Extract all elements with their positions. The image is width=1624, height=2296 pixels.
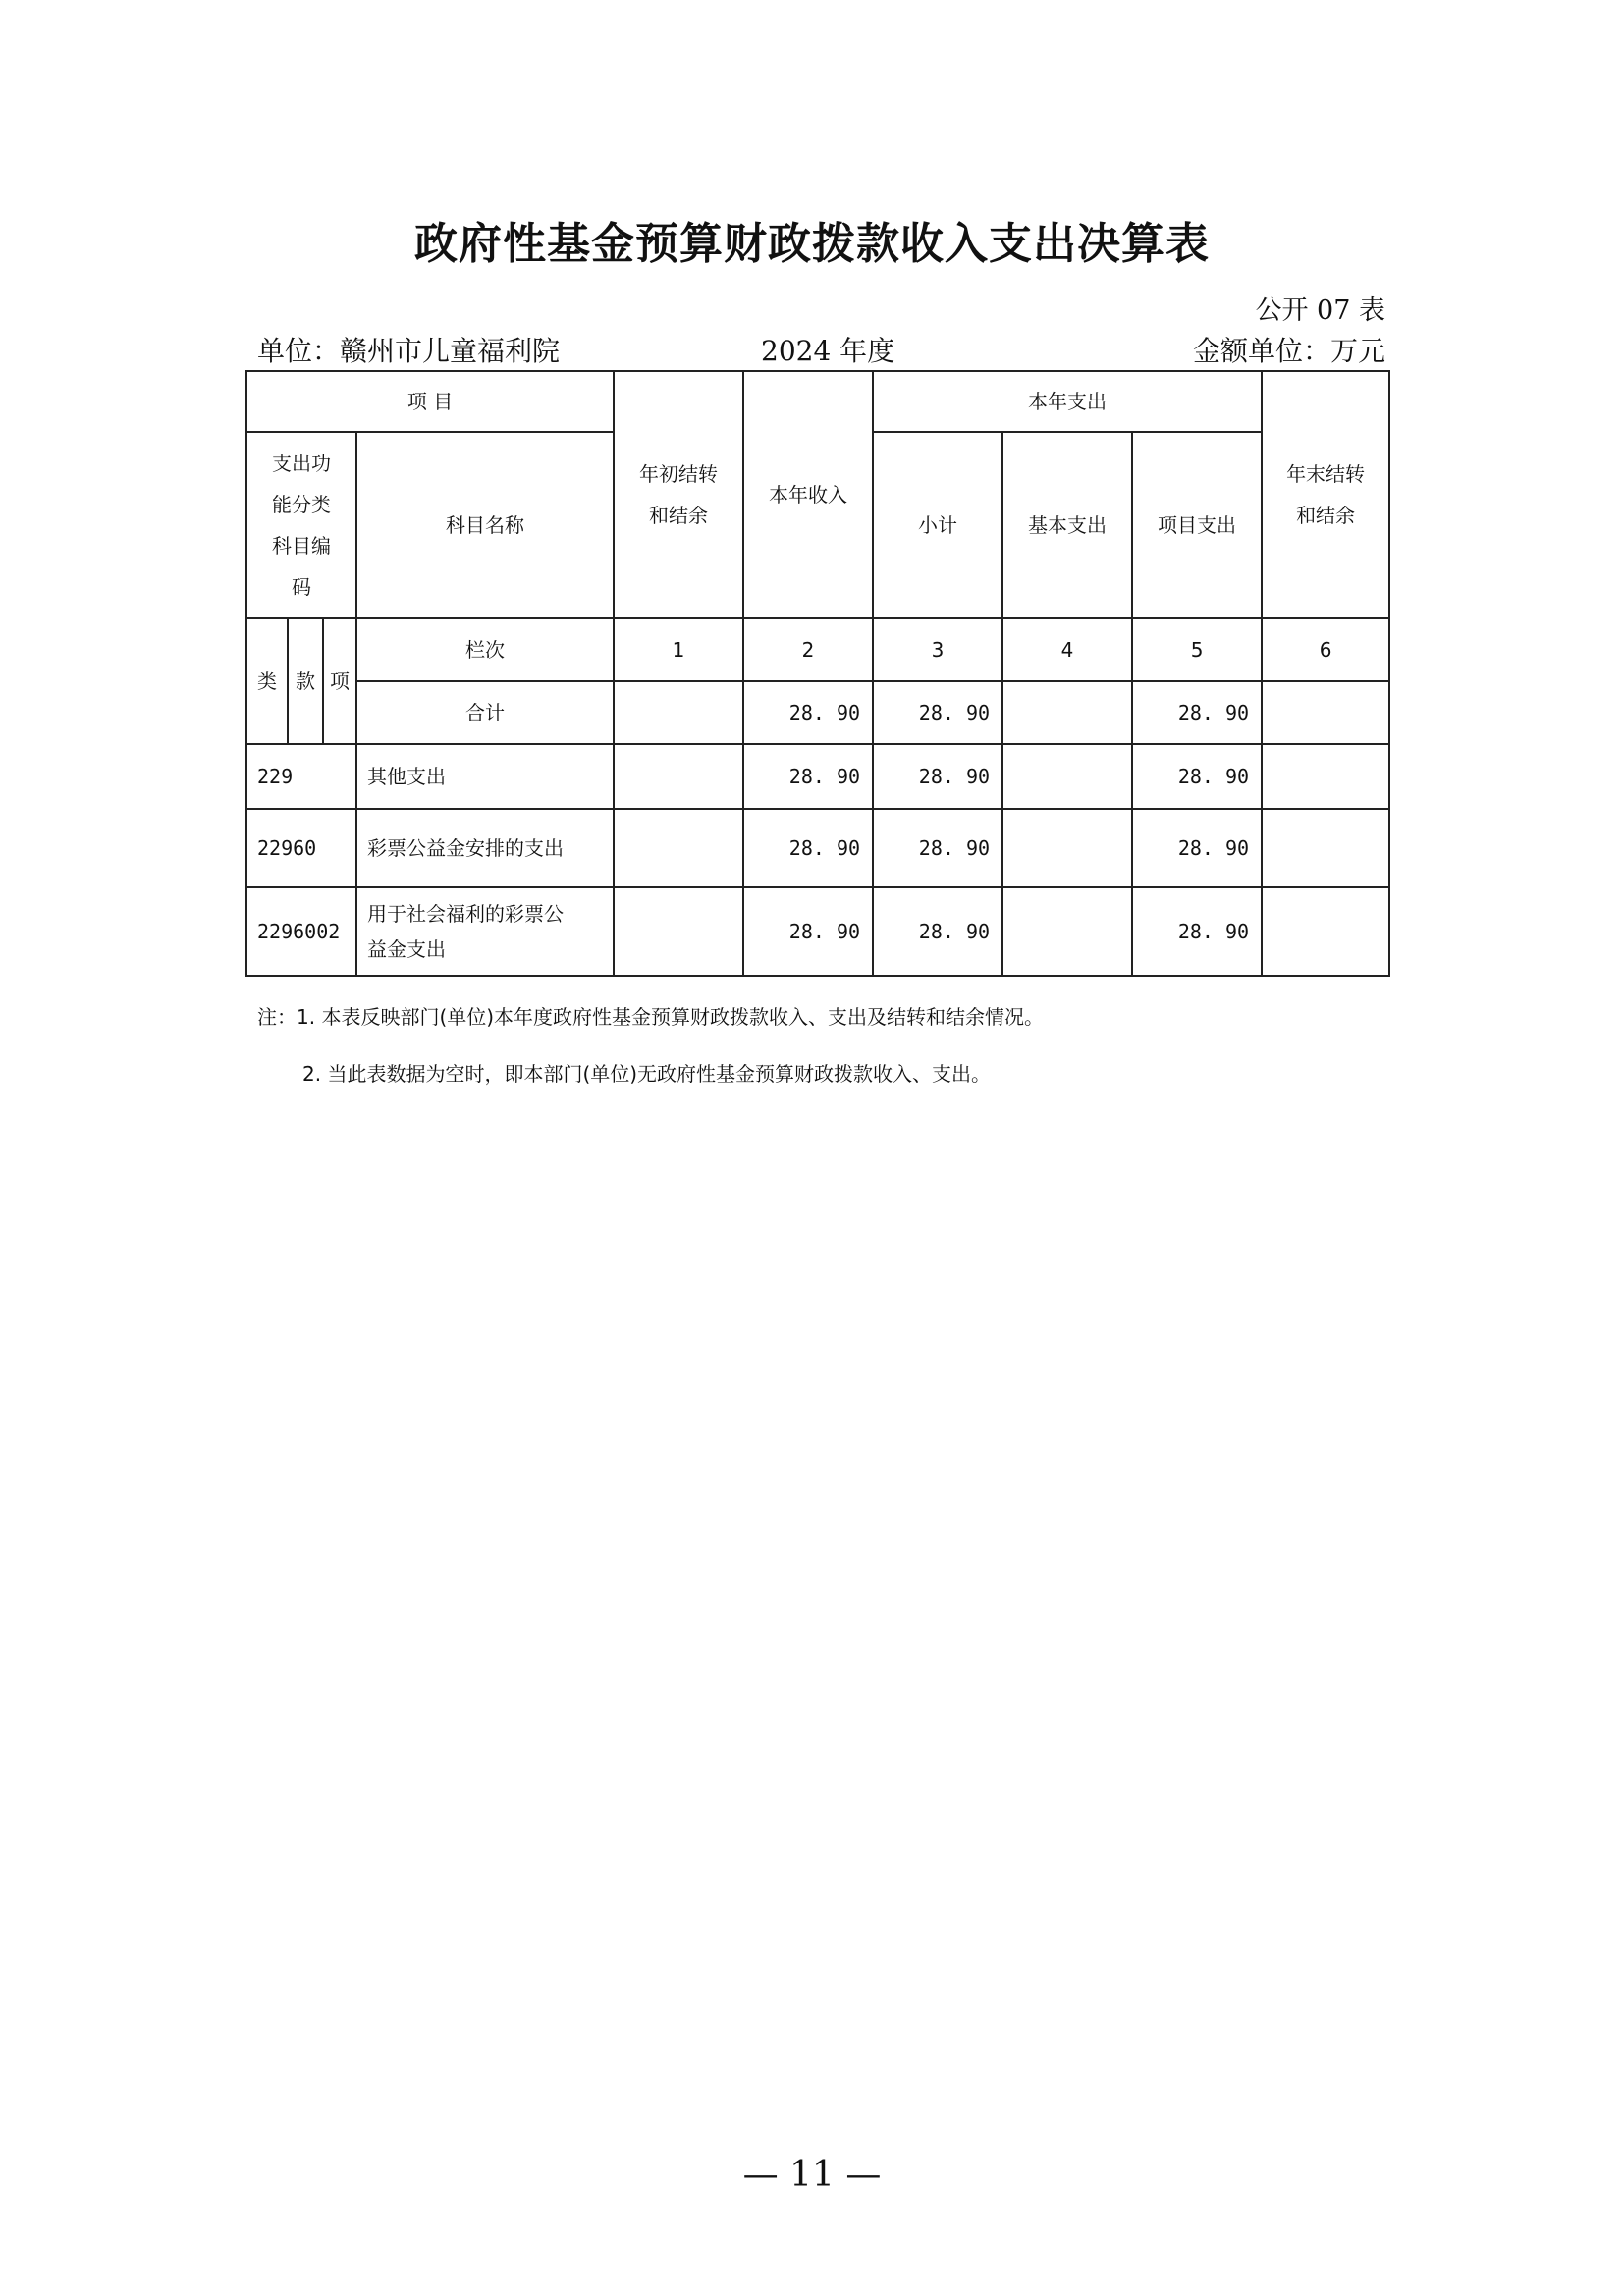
row-c3: 28. 90 [873,887,1002,976]
total-c1 [614,681,743,744]
header-begin-balance-line1: 年初结转 [639,462,719,486]
reporting-unit: 单位：赣州市儿童福利院 [257,335,561,367]
row-c6 [1262,744,1389,809]
row-code: 2296002 [246,887,356,976]
header-kuan: 款 [288,618,323,744]
header-subject-name: 科目名称 [356,432,614,618]
row-c5: 28. 90 [1132,887,1262,976]
total-row [246,681,1389,744]
total-c2: 28. 90 [743,681,873,744]
col-num-2: 2 [743,618,873,681]
col-num-3: 3 [873,618,1002,681]
header-end-balance-line2: 和结余 [1296,504,1356,527]
header-begin-balance [614,371,743,618]
row-c4 [1002,744,1132,809]
header-func-code [246,432,356,618]
table-row [246,744,1389,809]
form-number: 公开 07 表 [1255,295,1385,326]
col-num-5: 5 [1132,618,1262,681]
header-income: 本年收入 [743,371,873,618]
header-subtotal: 小计 [873,432,1002,618]
row-code: 229 [246,744,356,809]
row-name-line1: 用于社会福利的彩票公 [367,902,564,926]
row-c5: 28. 90 [1132,809,1262,887]
row-name [356,887,614,976]
fiscal-year: 2024 年度 [761,335,895,367]
row-c1 [614,887,743,976]
row-c6 [1262,809,1389,887]
row-c4 [1002,809,1132,887]
header-lanci: 栏次 [356,618,614,681]
row-c1 [614,744,743,809]
header-basic: 基本支出 [1002,432,1132,618]
table-row [246,809,1389,887]
header-func-code-line1: 支出功 [272,452,331,475]
header-func-code-line3: 科目编 [272,534,331,558]
col-num-1: 1 [614,618,743,681]
row-c1 [614,809,743,887]
row-c6 [1262,887,1389,976]
total-c6 [1262,681,1389,744]
header-expense: 本年支出 [873,371,1262,432]
note-2: 2. 当此表数据为空时，即本部门(单位)无政府性基金预算财政拨款收入、支出。 [302,1062,992,1086]
row-c2: 28. 90 [743,809,873,887]
row-c3: 28. 90 [873,744,1002,809]
budget-table [245,370,1390,977]
total-c3: 28. 90 [873,681,1002,744]
col-num-6: 6 [1262,618,1389,681]
row-c4 [1002,887,1132,976]
page-title: 政府性基金预算财政拨款收入支出决算表 [414,219,1210,269]
row-c2: 28. 90 [743,887,873,976]
header-end-balance [1262,371,1389,618]
row-c5: 28. 90 [1132,744,1262,809]
row-c2: 28. 90 [743,744,873,809]
header-func-code-line2: 能分类 [272,493,331,516]
header-xiang: 项 [323,618,356,744]
row-code: 22960 [246,809,356,887]
row-name-line2: 益金支出 [367,937,446,961]
table-row [246,887,1389,976]
row-c3: 28. 90 [873,809,1002,887]
header-lei: 类 [246,618,288,744]
total-c4 [1002,681,1132,744]
row-name: 其他支出 [356,744,614,809]
total-label: 合计 [356,681,614,744]
row-name: 彩票公益金安排的支出 [356,809,614,887]
note-1: 注：1. 本表反映部门(单位)本年度政府性基金预算财政拨款收入、支出及结转和结余情况。 [257,1005,1045,1029]
header-func-code-line4: 码 [292,575,311,599]
total-c5: 28. 90 [1132,681,1262,744]
page-number: — 11 — [742,2155,882,2195]
money-unit: 金额单位：万元 [1192,335,1385,367]
header-end-balance-line1: 年末结转 [1286,462,1366,486]
header-item: 项 目 [246,371,614,432]
header-project: 项目支出 [1132,432,1262,618]
header-begin-balance-line2: 和结余 [649,504,709,527]
col-num-4: 4 [1002,618,1132,681]
